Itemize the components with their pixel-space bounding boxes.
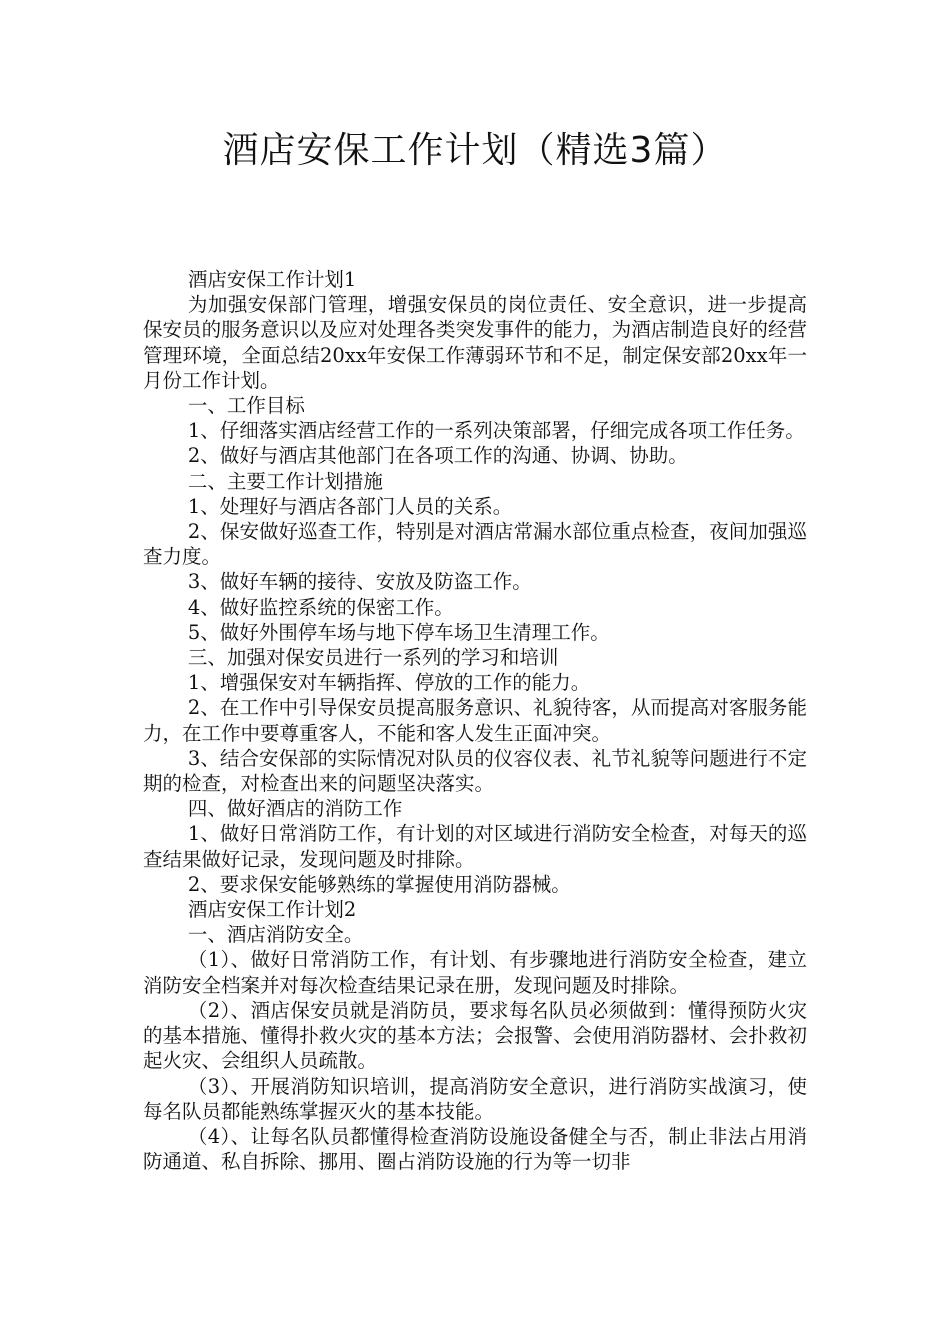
subsection-heading: 四、做好酒店的消防工作: [187, 797, 403, 821]
paragraph: 为加强安保部门管理，增强安保员的岗位责任、安全意识，进一步提高保安员的服务意识以及应对处理各类突发事件的能力，为酒店制造良好的经营管理环境，全面总结20xx年安保工作薄弱环节和不足，制定保安部20xx年一月份工作计划。: [143, 293, 807, 392]
list-item: 2、做好与酒店其他部门在各项工作的沟通、协调、协助。: [187, 444, 688, 468]
document-body: [143, 267, 807, 1174]
list-item: 2、在工作中引导保安员提高服务意识、礼貌待客，从而提高对客服务能力，在工作中要尊重客人，不能和客人发生正面冲突。: [143, 696, 807, 745]
subsection-heading: 一、酒店消防安全。: [187, 923, 364, 947]
list-item: 3、做好车辆的接待、安放及防盗工作。: [187, 570, 532, 594]
list-item: （4）、让每名队员都懂得检查消防设施设备健全与否，制止非法占用消防通道、私自拆除、挪用、圈占消防设施的行为等一切非: [143, 1124, 807, 1174]
list-item: 5、做好外围停车场与地下停车场卫生清理工作。: [187, 620, 610, 644]
section-heading: 酒店安保工作计划2: [187, 898, 357, 922]
list-item: 4、做好监控系统的保密工作。: [187, 595, 454, 619]
subsection-heading: 二、主要工作计划措施: [187, 469, 383, 493]
list-item: 3、结合安保部的实际情况对队员的仪容仪表、礼节礼貌等问题进行不定期的检查，对检查出来的问题坚决落实。: [143, 746, 807, 796]
section-heading: 酒店安保工作计划1: [187, 268, 357, 291]
list-item: 1、处理好与酒店各部门人员的关系。: [187, 494, 513, 518]
list-item: （2）、酒店保安员就是消防员，要求每名队员必须做到：懂得预防火灾的基本措施、懂得扑救火灾的基本方法；会报警、会使用消防器材、会扑救初起火灾、会组织人员疏散。: [143, 998, 807, 1073]
list-item: 1、增强保安对车辆指挥、停放的工作的能力。: [187, 671, 591, 695]
list-item: （3）、开展消防知识培训，提高消防安全意识，进行消防实战演习，使每名队员都能熟练掌握灭火的基本技能。: [143, 1074, 807, 1123]
list-item: 2、保安做好巡查工作，特别是对酒店常漏水部位重点检查，夜间加强巡查力度。: [143, 520, 807, 569]
list-item: 1、仔细落实酒店经营工作的一系列决策部署，仔细完成各项工作任务。: [187, 419, 805, 443]
list-item: 2、要求保安能够熟练的掌握使用消防器械。: [187, 872, 571, 896]
subsection-heading: 一、工作目标: [187, 394, 305, 418]
list-item: （1）、做好日常消防工作，有计划、有步骤地进行消防安全检查，建立消防安全档案并对每次检查结果记录在册，发现问题及时排除。: [143, 948, 807, 997]
document-title: 酒店安保工作计划（精选3篇）: [222, 130, 728, 171]
list-item: 1、做好日常消防工作，有计划的对区域进行消防安全检查，对每天的巡查结果做好记录，发现问题及时排除。: [143, 822, 807, 871]
subsection-heading: 三、加强对保安员进行一系列的学习和培训: [187, 646, 559, 670]
